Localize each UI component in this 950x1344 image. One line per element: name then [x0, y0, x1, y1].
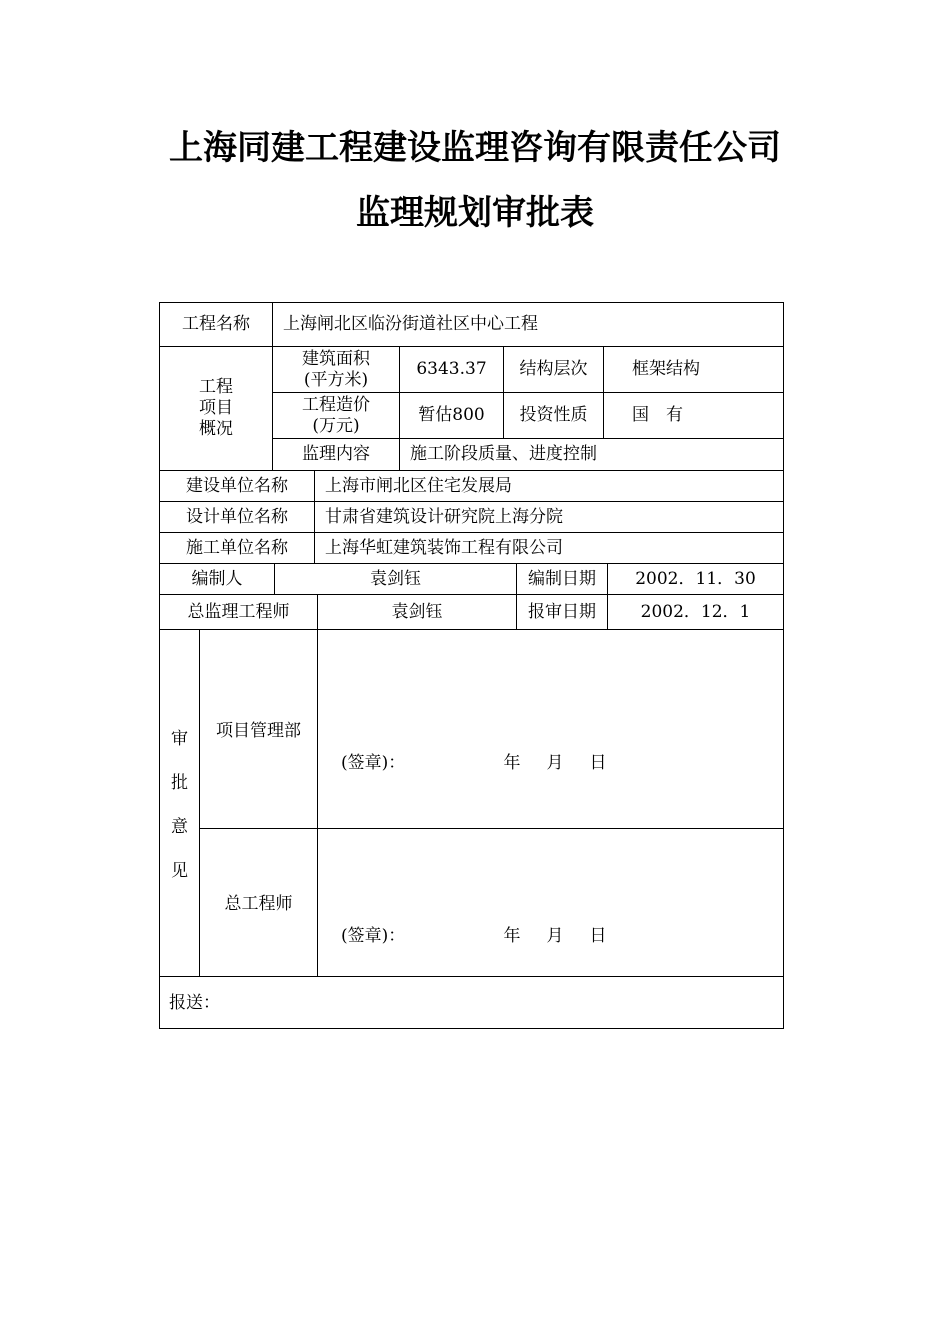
project-name-value: 上海闸北区临汾街道社区中心工程: [283, 314, 538, 334]
cost-label-line: 工程造价: [302, 394, 370, 415]
cost-label-line: (万元): [312, 415, 360, 436]
area-value: 6343.37: [416, 359, 487, 379]
editor-value: 袁剑钰: [370, 568, 421, 589]
approval-char: 批: [171, 772, 188, 793]
submit-date-label: 报审日期: [528, 601, 596, 622]
project-name-label: 工程名称: [182, 314, 250, 334]
construction-label: 施工单位名称: [186, 537, 288, 558]
owner-label: 建设单位名称: [186, 475, 288, 496]
rule: [159, 976, 784, 977]
dept-date-year: 年: [503, 752, 521, 773]
overview-label: [160, 347, 272, 470]
form-title: 监理规划审批表: [356, 193, 594, 233]
edit-date-value: 2002．11．30: [635, 568, 756, 589]
construction-value: 上海华虹建筑装饰工程有限公司: [325, 537, 563, 558]
area-label-line: 建筑面积: [302, 348, 370, 369]
report-label: 报送：: [169, 992, 220, 1013]
owner-value: 上海市闸北区住宅发展局: [325, 475, 512, 496]
structure-value: 框架结构: [632, 359, 700, 379]
approval-char: 见: [171, 860, 188, 881]
engineer-date-day: 日: [589, 925, 607, 946]
rule: [314, 470, 315, 563]
dept-sign-label: (签章)：: [341, 752, 406, 773]
scope-value: 施工阶段质量、进度控制: [410, 444, 597, 464]
rule: [783, 302, 784, 1029]
investment-value: 国 有: [632, 405, 683, 425]
dept-date-day: 日: [589, 752, 607, 773]
engineer-date-month: 月: [546, 925, 564, 946]
area-label: [273, 347, 399, 392]
area-label-line: (平方米): [303, 369, 369, 390]
rule: [199, 828, 784, 829]
engineer-sign-label: (签章)：: [341, 925, 406, 946]
rule: [199, 629, 200, 976]
design-label: 设计单位名称: [186, 506, 288, 527]
submit-date-value: 2002．12．1: [640, 601, 751, 622]
cost-label: [273, 393, 399, 438]
scope-label: 监理内容: [302, 444, 370, 464]
structure-label: 结构层次: [519, 359, 588, 379]
dept-date-month: 月: [546, 752, 564, 773]
overview-label-line: 概况: [199, 419, 233, 439]
overview-label-line: 工程: [199, 377, 233, 397]
rule: [159, 1028, 784, 1029]
rule: [603, 346, 604, 438]
approval-char: 审: [171, 728, 188, 749]
investment-label: 投资性质: [519, 405, 588, 425]
cost-value: 暂估800: [418, 405, 485, 425]
design-value: 甘肃省建筑设计研究院上海分院: [325, 506, 563, 527]
chief-engineer-value: 袁剑钰: [391, 601, 443, 622]
edit-date-label: 编制日期: [528, 568, 596, 589]
rule: [317, 594, 318, 976]
rule: [159, 629, 784, 630]
chief-engineer-approval-label: 总工程师: [224, 893, 293, 914]
overview-label-line: 项目: [199, 398, 233, 418]
company-title: 上海同建工程建设监理咨询有限责任公司: [169, 128, 781, 168]
chief-engineer-label: 总监理工程师: [187, 601, 290, 622]
project-dept-label: 项目管理部: [216, 720, 301, 741]
engineer-date-year: 年: [503, 925, 521, 946]
approval-char: 意: [171, 816, 188, 837]
editor-label: 编制人: [191, 568, 243, 589]
